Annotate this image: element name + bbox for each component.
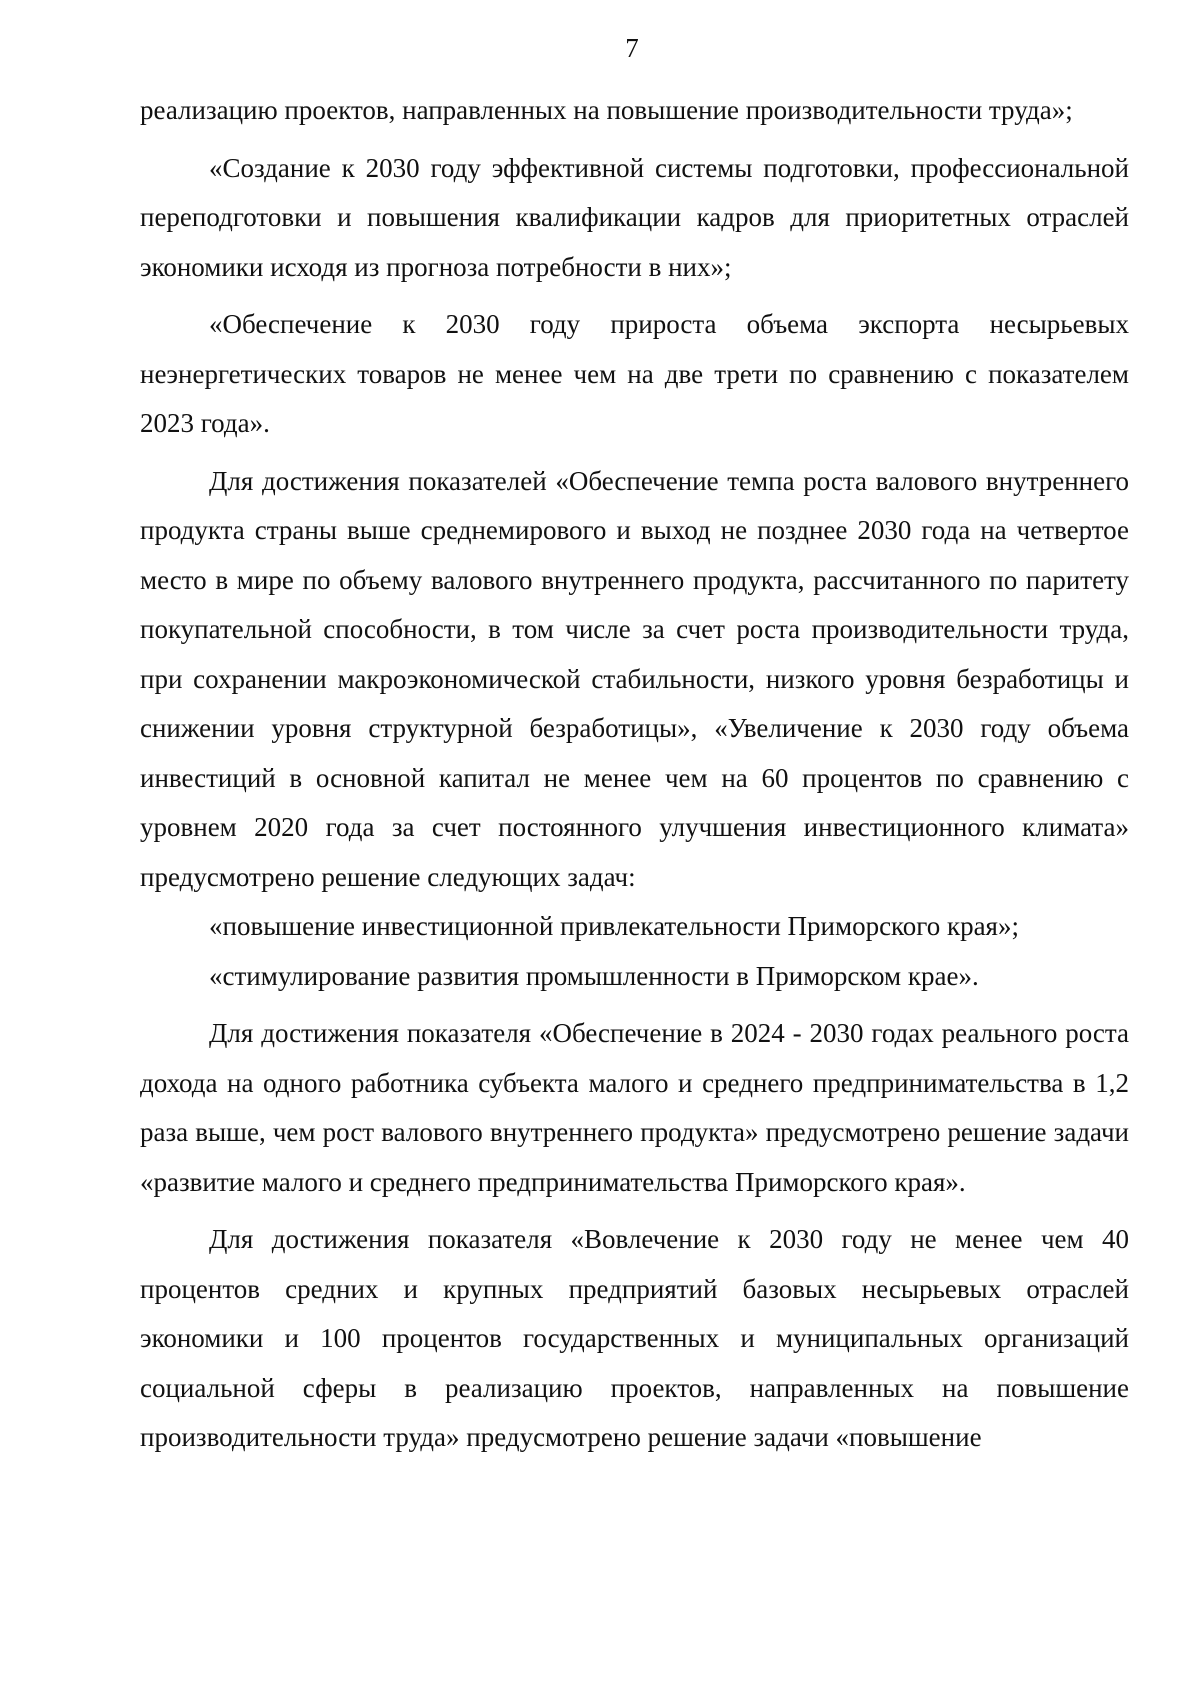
paragraph-quote-export: «Обеспечение к 2030 году прироста объема экспорта несырьевых неэнергетических товаров не менее чем на две трети по сравнению с показателем 2023 года».: [140, 309, 1129, 438]
paragraph-gdp-investment-goals: Для достижения показателей «Обеспечение темпа роста валового внутреннего продукта страны выше среднемирового и выход не позднее 2030 года на четвертое место в мире по объему валового внутреннего продукта, рассчитанного по паритету покупательной способности, в том числе за счет роста производительности труда, при сохранении макроэкономической стабильности, низкого уровня безработицы и снижении уровня структурной безработицы», «Увеличение к 2030 году объема инвестиций в основной капитал не менее чем на 60 процентов по сравнению с уровнем 2020 года за счет постоянного улучшения инвестиционного климата» предусмотрено решение следующих задач:: [140, 465, 1129, 892]
paragraph-task-industry: «стимулирование развития промышленности в Приморском крае».: [209, 960, 979, 991]
paragraph-sme-goal: Для достижения показателя «Обеспечение в 2024 - 2030 годах реального роста дохода на одного работника субъекта малого и среднего предпринимательства в 1,2 раза выше, чем рост валового внутреннего продукта» предусмотрено решение задачи «развитие малого и среднего предпринимательства Приморского края».: [140, 1018, 1129, 1197]
document-body: [140, 86, 1129, 1463]
paragraph-task-investment: «повышение инвестиционной привлекательности Приморского края»;: [209, 911, 1019, 941]
paragraph-continuation: реализацию проектов, направленных на повышение производительности труда»;: [140, 95, 1073, 125]
paragraph-quote-training: «Создание к 2030 году эффективной системы подготовки, профессиональной переподготовки и повышения квалификации кадров для приоритетных отраслей экономики исходя из прогноза потребности в них»;: [140, 152, 1129, 282]
paragraph-productivity-goal: Для достижения показателя «Вовлечение к 2030 году не менее чем 40 процентов средних и крупных предприятий базовых несырьевых отраслей экономики и 100 процентов государственных и муниципальных организаций социальной сферы в реализацию проектов, направленных на повышение производительности труда» предусмотрено решение задачи «повышение: [140, 1224, 1129, 1452]
page-number: 7: [625, 33, 639, 63]
